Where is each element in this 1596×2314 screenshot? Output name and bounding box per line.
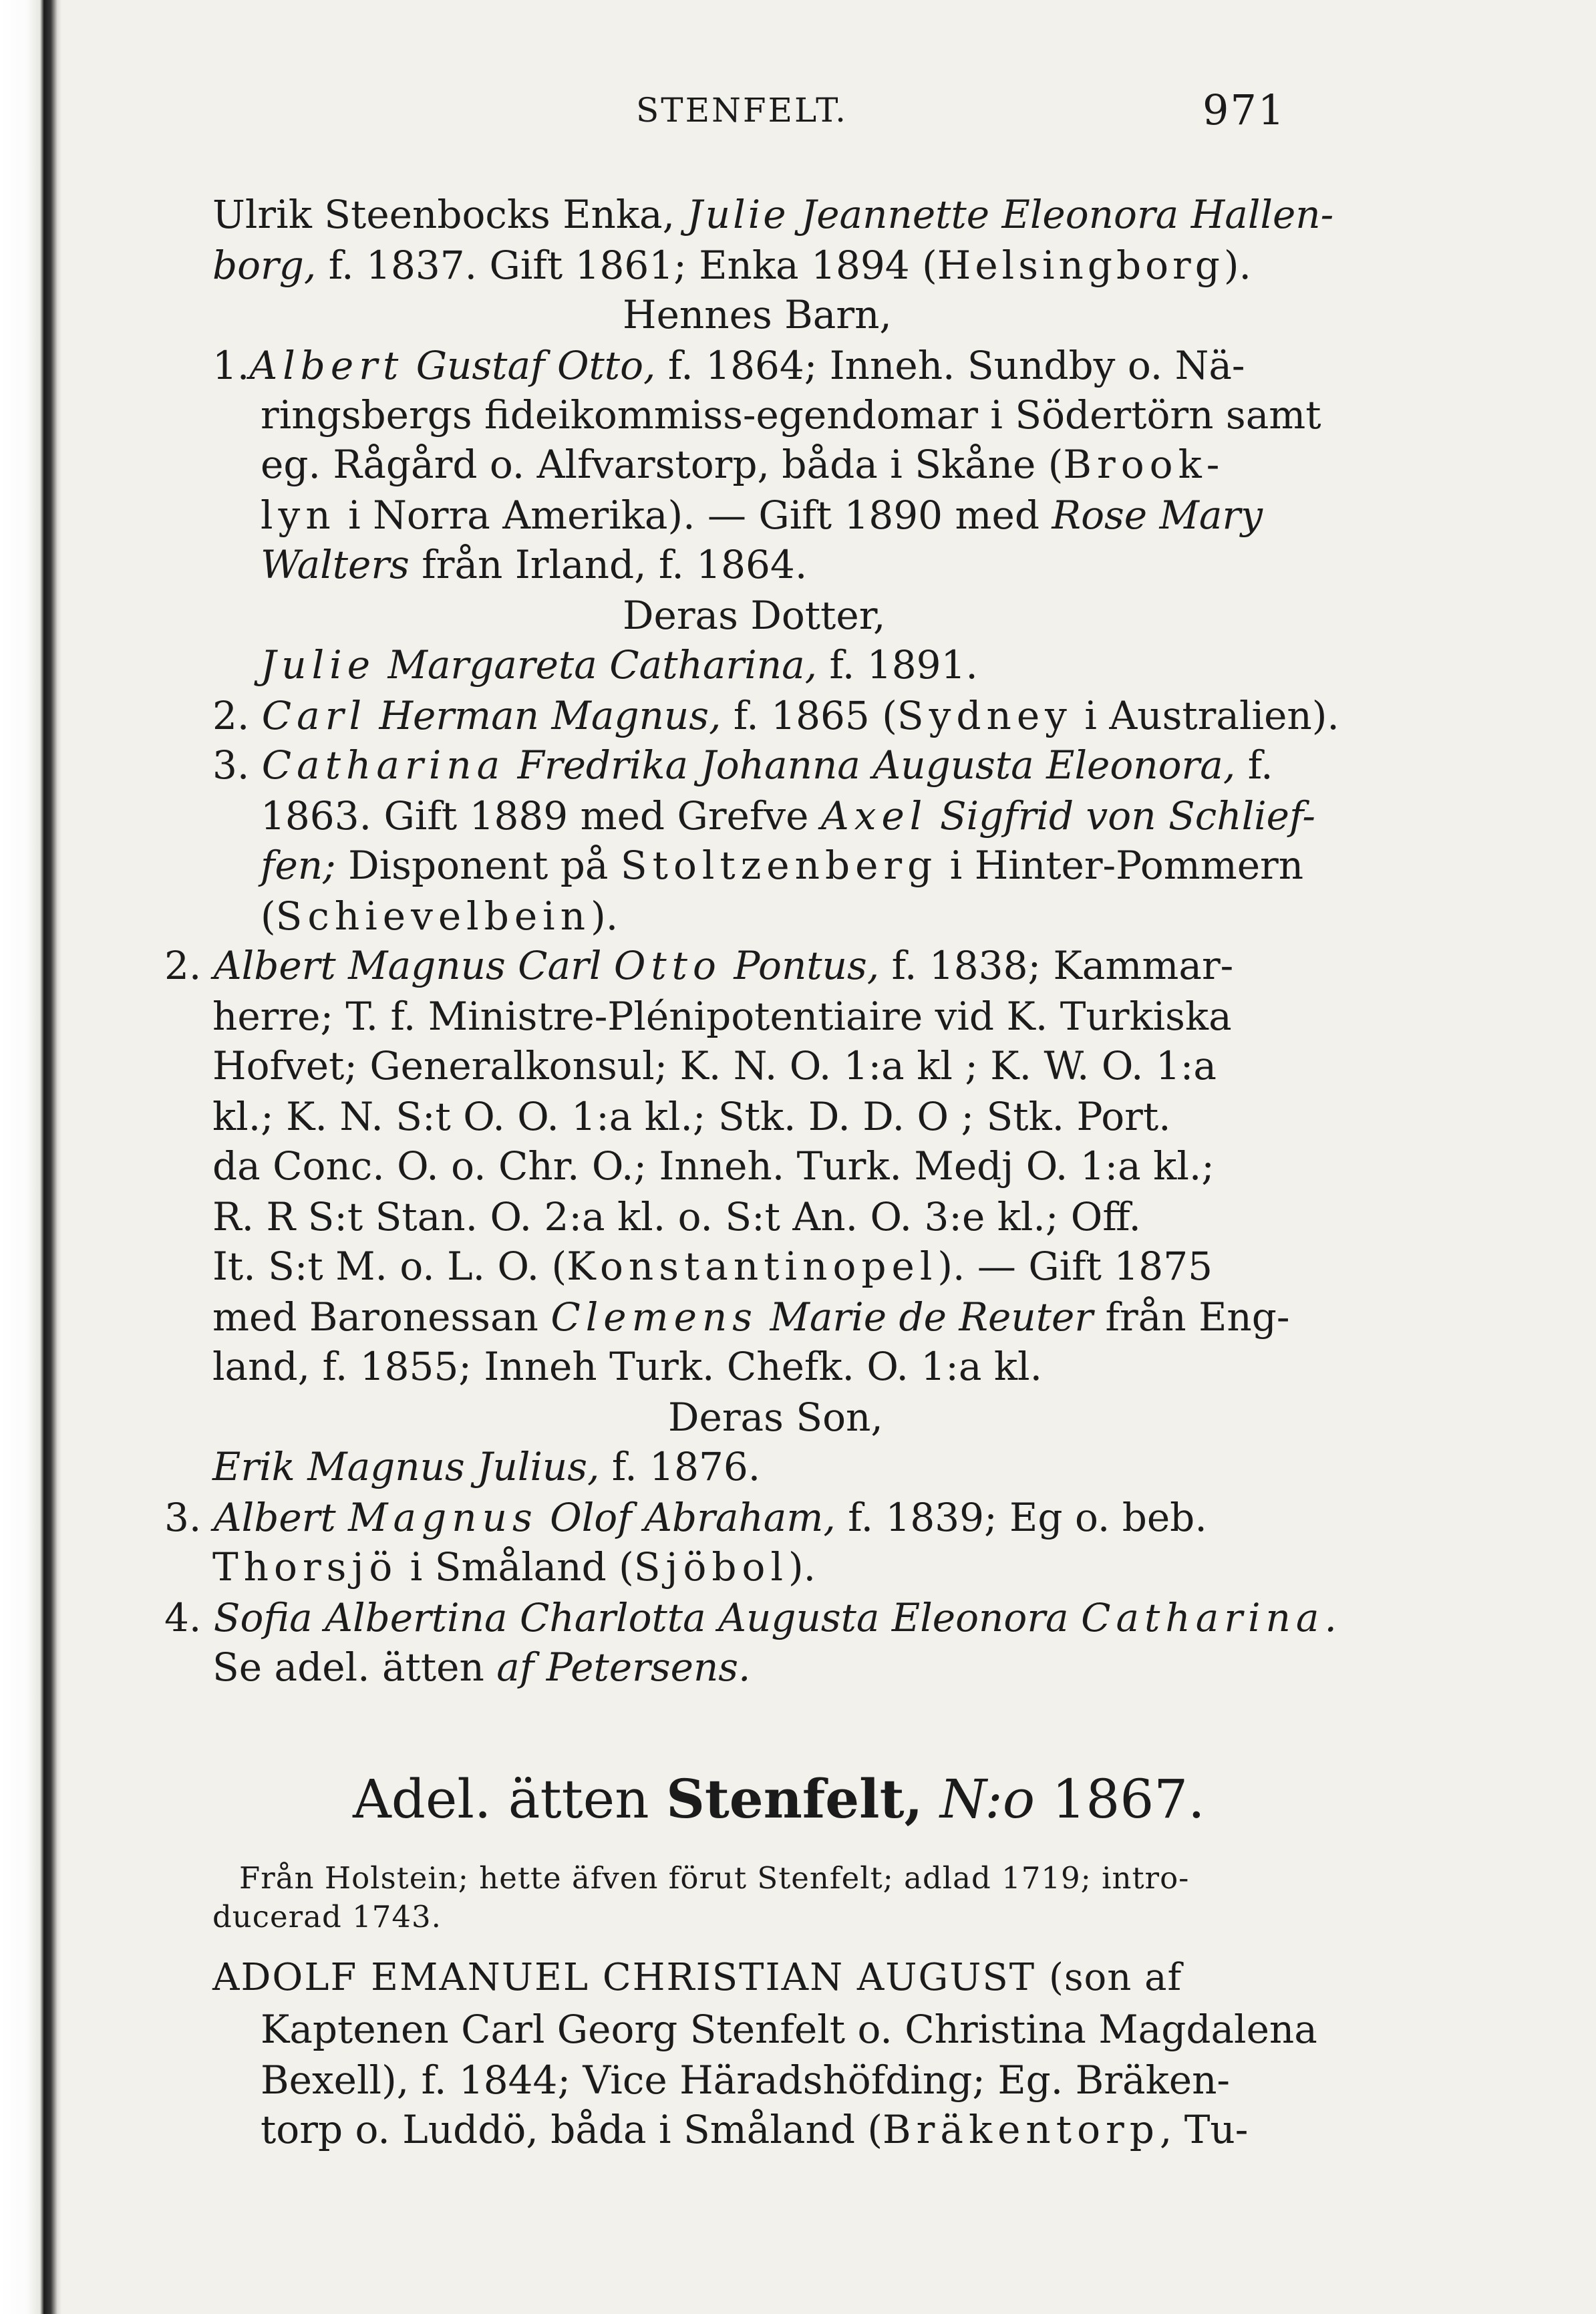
- text-line: 2. Carl Herman Magnus, f. 1865 (Sydney i Australien).: [212, 693, 1339, 738]
- text-line: kl.; K. N. S:t O. O. 1:a kl.; Stk. D. D. O ; Stk. Port.: [212, 1094, 1171, 1139]
- book-spine-gutter: [0, 0, 61, 2314]
- text-line: eg. Rågård o. Alfvarstorp, båda i Skåne (Brook-: [261, 442, 1225, 487]
- section-heading: Adel. ätten Stenfelt, N:o 1867.: [353, 1767, 1205, 1830]
- text-line: Erik Magnus Julius, f. 1876.: [212, 1444, 761, 1489]
- page-number: 971: [1203, 86, 1286, 134]
- text-line: borg, f. 1837. Gift 1861; Enka 1894 (Helsingborg).: [212, 243, 1251, 288]
- text-line: Walters från Irland, f. 1864.: [261, 542, 808, 587]
- text-line: R. R S:t Stan. O. 2:a kl. o. S:t An. O. 3:e kl.; Off.: [212, 1194, 1141, 1240]
- text-line: ringsbergs fideikommiss-egendomar i Södertörn samt: [261, 392, 1321, 438]
- text-line: Hofvet; Generalkonsul; K. N. O. 1:a kl ; K. W. O. 1:a: [212, 1043, 1217, 1089]
- text-line: Kaptenen Carl Georg Stenfelt o. Christina Magdalena: [261, 2007, 1317, 2052]
- text-line: It. S:t M. o. L. O. (Konstantinopel). — Gift 1875: [212, 1244, 1213, 1289]
- text-line: 3. Catharina Fredrika Johanna Augusta Eleonora, f.: [212, 742, 1273, 788]
- text-line: 1.Albert Gustaf Otto, f. 1864; Inneh. Sundby o. Nä-: [212, 343, 1245, 388]
- text-line: 2. Albert Magnus Carl Otto Pontus, f. 1838; Kammar-: [164, 943, 1234, 988]
- text-line: herre; T. f. Ministre-Plénipotentiaire vid K. Turkiska: [212, 994, 1232, 1039]
- text-line: fen; Disponent på Stoltzenberg i Hinter-Pommern: [261, 843, 1304, 888]
- text-line: Deras Son,: [668, 1395, 883, 1440]
- section-intro: ducerad 1743.: [212, 1899, 442, 1934]
- text-line: 4. Sofia Albertina Charlotta Augusta Eleonora Catharina.: [164, 1595, 1342, 1640]
- running-head: STENFELT.: [636, 91, 848, 130]
- text-line: ADOLF EMANUEL CHRISTIAN AUGUST (son af: [212, 1956, 1182, 1999]
- text-line: Se adel. ätten af Petersens.: [212, 1644, 751, 1690]
- text-line: 1863. Gift 1889 med Grefve Axel Sigfrid von Schlief-: [261, 793, 1315, 839]
- text-line: Ulrik Steenbocks Enka, Julie Jeannette Eleonora Hallen-: [212, 192, 1334, 237]
- text-line: med Baronessan Clemens Marie de Reuter från Eng-: [212, 1294, 1290, 1340]
- text-line: Hennes Barn,: [623, 292, 892, 337]
- text-line: Deras Dotter,: [623, 593, 886, 638]
- section-intro: Från Holstein; hette äfven förut Stenfelt; adlad 1719; intro-: [239, 1860, 1190, 1896]
- text-line: da Conc. O. o. Chr. O.; Inneh. Turk. Medj O. 1:a kl.;: [212, 1143, 1215, 1189]
- text-line: (Schievelbein).: [261, 893, 619, 939]
- text-line: land, f. 1855; Inneh Turk. Chefk. O. 1:a kl.: [212, 1344, 1043, 1389]
- text-line: Thorsjö i Småland (Sjöbol).: [212, 1544, 816, 1590]
- text-line: torp o. Luddö, båda i Småland (Bräkentorp, Tu-: [261, 2107, 1249, 2152]
- text-line: 3. Albert Magnus Olof Abraham, f. 1839; Eg o. beb.: [164, 1495, 1207, 1540]
- text-line: lyn i Norra Amerika). — Gift 1890 med Rose Mary: [261, 492, 1263, 538]
- text-line: Bexell), f. 1844; Vice Häradshöfding; Eg. Bräken-: [261, 2057, 1231, 2103]
- text-line: Julie Margareta Catharina, f. 1891.: [261, 642, 978, 688]
